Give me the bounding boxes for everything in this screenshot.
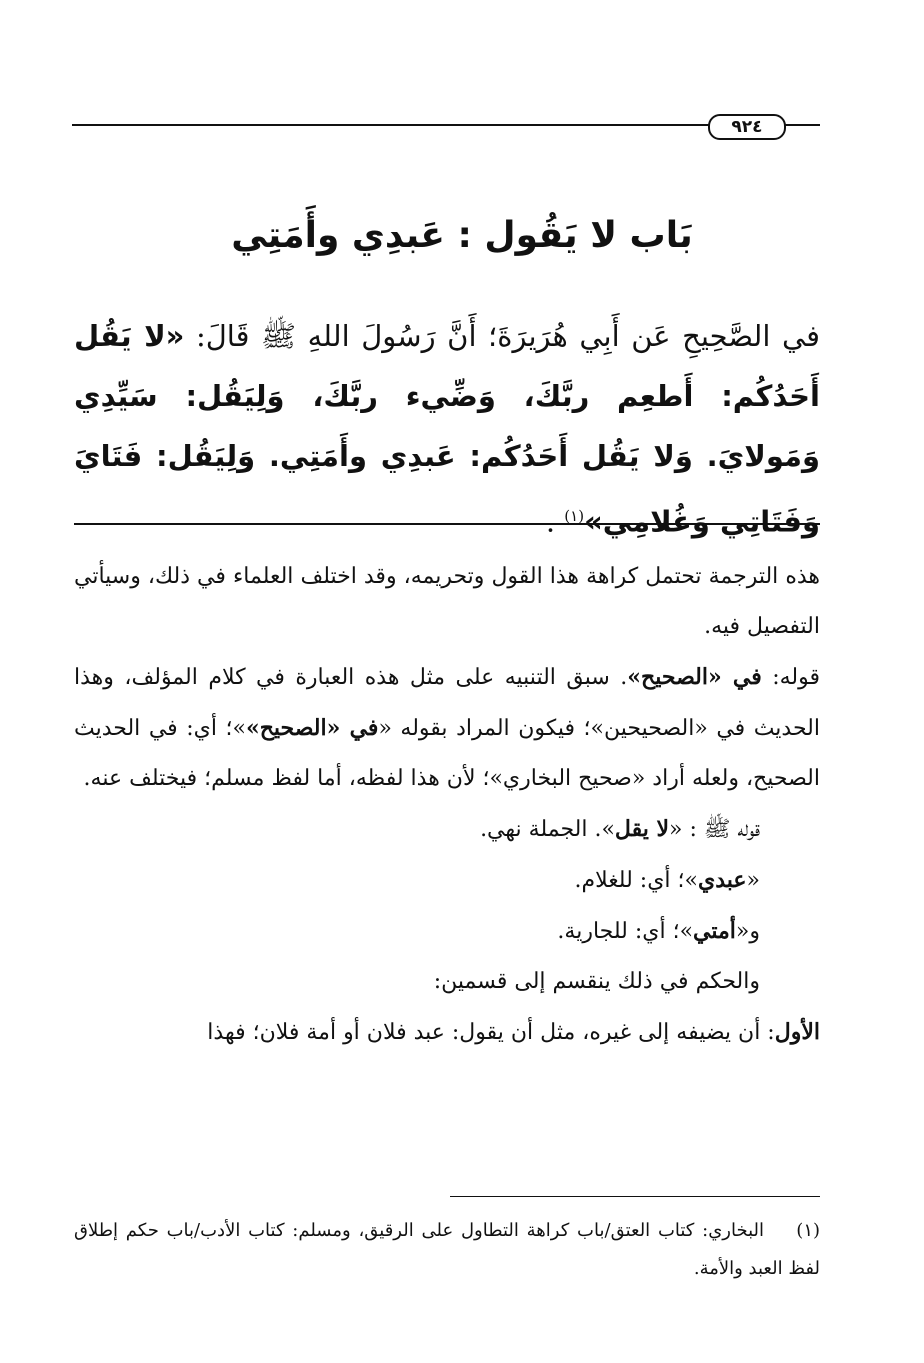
footnote	[74, 1212, 820, 1288]
commentary-paragraph-2	[74, 652, 820, 804]
p7-text-b: : أن يضيفه إلى غيره، مثل أن يقول: عبد فلان أو أمة فلان؛ فهذا	[207, 1020, 775, 1045]
p3-text-c: ». الجملة نهي.	[480, 817, 615, 842]
footnote-rule	[450, 1196, 820, 1197]
footnote-text: البخاري: كتاب العتق/باب كراهة التطاول على الرقيق، ومسلم: كتاب الأدب/باب حكم إطلاق لفظ العبد والأمة.	[74, 1220, 820, 1279]
commentary-paragraph-5	[74, 906, 820, 957]
footnote-reference: (١)	[564, 507, 585, 525]
p7-bold-a: الأول	[774, 1019, 820, 1045]
p2-bold-d: في «الصحيح»	[245, 715, 379, 741]
commentary-paragraph-1	[74, 552, 820, 652]
p2-text-a: قوله:	[761, 665, 820, 690]
p4-text-c: »؛ أي: للغلام.	[574, 868, 698, 893]
p5-bold-b: أمتي	[693, 918, 736, 944]
hadith-intro: في الصَّحِيحِ عَن أَبِي هُرَيرَةَ؛ أَنَّ رَسُولَ اللهِ ﷺ قَالَ:	[184, 319, 820, 353]
p6-text: والحكم في ذلك ينقسم إلى قسمين:	[433, 969, 760, 994]
commentary	[74, 552, 820, 1058]
p3-text-a: قوله ﷺ : «	[669, 817, 760, 842]
p3-bold-b: لا يقل	[614, 816, 670, 842]
commentary-paragraph-3	[74, 804, 820, 855]
p2-text-e: »؛ أي: في الحديث الصحيح، ولعله أراد «صحيح البخاري»؛ لأن هذا لفظه، أما لفظ مسلم؛ فيختلف عنه.	[74, 716, 820, 791]
hadith-text	[74, 306, 820, 552]
p1-text: هذه الترجمة تحتمل كراهة هذا القول وتحريمه، وقد اختلف العلماء في ذلك، وسيأتي التفصيل فيه.	[74, 564, 820, 639]
page-number: ٩٢٤	[708, 114, 786, 140]
p4-text-a: «	[746, 868, 760, 893]
chapter-title: بَاب لا يَقُول : عَبدِي وأَمَتِي	[231, 215, 693, 256]
p5-text-c: »؛ أي: للجارية.	[557, 919, 694, 944]
hadith-quote: «لا يَقُل أَحَدُكُم: أَطعِم ربَّكَ، وَضِّيء ربَّكَ، وَلِيَقُل: سَيِّدِي وَمَولايَ. وَلا يَقُل أَحَدُكُم: عَبدِي وأَمَتِي. وَلِيَقُل: فَتَايَ وَفَتَاتِي وَغُلامِي»	[74, 319, 820, 539]
commentary-paragraph-7	[74, 1007, 820, 1058]
p4-bold-b: عبدي	[697, 867, 747, 893]
commentary-paragraph-4	[74, 855, 820, 906]
commentary-paragraph-6	[74, 957, 820, 1007]
footnote-mark: (١)	[796, 1220, 821, 1241]
section-divider	[74, 523, 820, 525]
p2-text-c: . سبق التنبيه على مثل هذه العبارة في كلام المؤلف، وهذا الحديث في «الصحيحين»؛ فيكون المراد بقوله «	[74, 665, 820, 741]
p2-bold-b: في «الصحيح»	[627, 664, 762, 690]
p5-text-a: و«	[735, 919, 760, 944]
hadith-end: .	[545, 504, 565, 539]
